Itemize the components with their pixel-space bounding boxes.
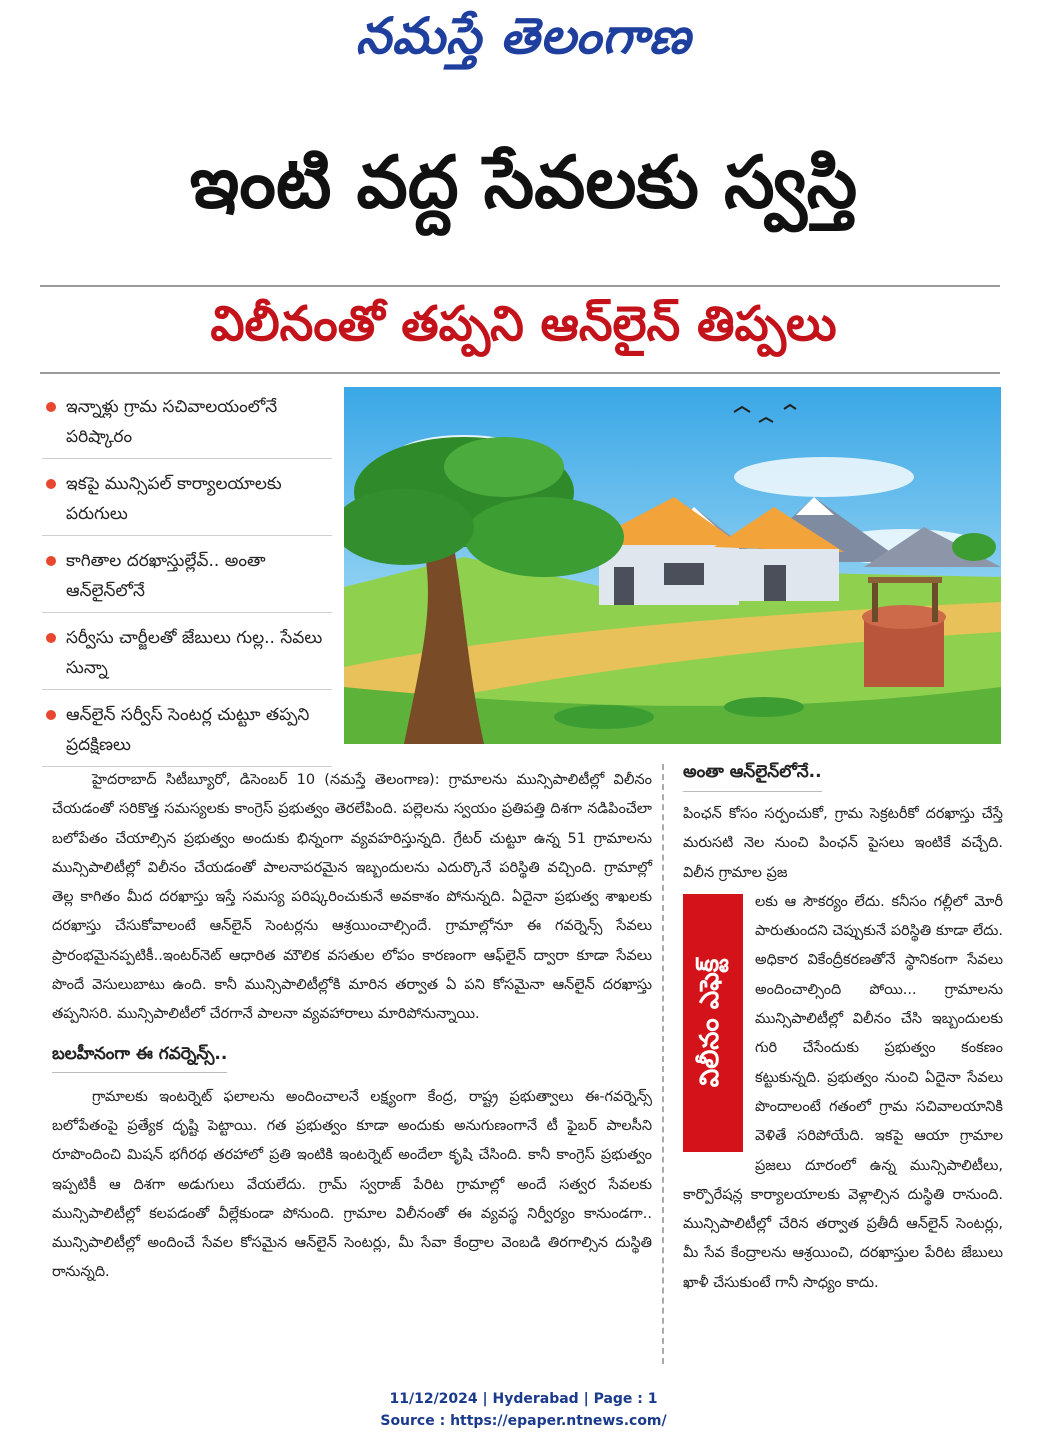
bullet-icon — [46, 556, 56, 566]
headline-rule — [40, 285, 1000, 287]
footer-date-line: 11/12/2024 | Hyderabad | Page : 1 — [389, 1391, 658, 1407]
sidebar-heading: అంతా ఆన్‌లైన్‌లోనే.. — [683, 762, 822, 792]
article-intro: హైదరాబాద్ సిటీబ్యూరో, డిసెంబర్ 10 (నమస్తే తెలంగాణ): గ్రామాలను మున్సిపాలిటీల్లో విలీనం చేయడంతో సరికొత్త సమస్యలకు కాంగ్రెస్ ప్రభుత్వం తెరలేపింది. పల్లెలను స్వయం ప్రతిపత్తి దిశగా నడిపించేలా బలోపేతం చేయాల్సిన ప్రభుత్వం అందుకు భిన్నంగా వ్యవహరిస్తున్నది. గ్రేటర్ చుట్టూ ఉన్న 51 గ్రామాలను మున్సిపాలిటీల్లో విలీనం చేయడంతో పాలనాపరమైన ఇబ్బందులను ఎదుర్కొనే పరిస్థితి వచ్చింది. గ్రామాల్లో తెల్ల కాగితం మీద దరఖాస్తు ఇస్తే సమస్య పరిష్కరించుకునే అవకాశం పోనున్నది. ఏదైనా ప్రభుత్వ శాఖలకు దరఖాస్తు చేసుకోవాలంటే ఆన్‌లైన్ సెంటర్లను ఆశ్రయించాల్సిందే. గ్రామాల్లోనూ ఈ గవర్నెన్స్ సేవలు ప్రారంభమైనప్పటికీ..ఇంటర్‌నెట్ ఆధారిత మౌలిక వసతుల లోపం కారణంగా ఆఫ్‌లైన్ ద్వారా కూడా సేవలు పొందే వెసులుబాటు ఉంది. కానీ మున్సిపాలిటీల్లోకి మారిన తర్వాత ఏ పని కోసమైనా ఆన్‌లైన్ దరఖాస్తు తప్పనిసరి. మున్సిపాలిటీలో చేరగానే పాలనా వ్యవహారాలు మారిపోనున్నాయి. — [52, 772, 652, 1023]
article-body: గ్రామాలకు ఇంటర్నెట్ ఫలాలను అందించాలనే లక్ష్యంగా కేంద్ర, రాష్ట్ర ప్రభుత్వాలు ఈ-గవర్నెన్స్ బలోపేతంపై ప్రత్యేక దృష్టి పెట్టాయి. గత ప్రభుత్వం కూడా అందుకు అనుగుణంగానే టీ ఫైబర్ పాలసీని రూపొందించి మిషన్ భగీరథ తరహాలో ప్రతి ఇంటికి ఇంటర్నెట్ అందేలా కృషి చేసింది. కానీ కాంగ్రెస్ ప్రభుత్వం ఇప్పటికీ ఆ దిశగా అడుగులు వేయలేదు. గ్రామ్ స్వరాజ్ పేరిట గ్రామాల్లో అందే సత్వర సేవలకు మున్సిపాలిటీల్లో కలపడంతో వీల్లేకుండా పోనుంది. గ్రామాల విలీనంతో ఈ వ్యవస్థ నిర్వీర్యం కానుండగా.. మున్సిపాలిటీల్లో అందించే సేవల కోసమైన ఆన్‌లైన్ సెంటర్లు, మీ సేవా కేంద్రాల వెంబడి తిరగాల్సిన దుస్థితి రానున్నది. — [52, 1088, 652, 1281]
highlight-item: ఇకపై మున్సిపల్ కార్యాలయాలకు పరుగులు — [42, 465, 332, 536]
bullet-icon — [46, 633, 56, 643]
column-divider — [662, 764, 664, 1364]
footer-source-line: Source : https://epaper.ntnews.com/ — [380, 1413, 667, 1429]
highlights-list — [42, 388, 332, 773]
bullet-icon — [46, 479, 56, 489]
highlight-item: ఆన్‌లైన్ సర్వీస్ సెంటర్ల చుట్టూ తప్పని ప్రదక్షిణలు — [42, 696, 332, 767]
sidebar-tag: విలీనం ఎఫెక్ట్ — [683, 894, 743, 1152]
bullet-icon — [46, 402, 56, 412]
highlight-item: ఇన్నాళ్లు గ్రామ సచివాలయంలోనే పరిష్కారం — [42, 388, 332, 459]
masthead: నమస్తే తెలంగాణ — [355, 6, 692, 65]
subheadline-rule — [40, 372, 1000, 374]
sidebar-text-top: పింఛన్ కోసం సర్పంచుకో, గ్రామ సెక్రటరీకో దరఖాస్తు చేస్తే మరుసటి నెల నుంచి పింఛన్ పైసలు ఇంటికే వచ్చేది. విలీన గ్రామాల ప్రజ — [683, 806, 1003, 881]
highlight-item: సర్వీసు చార్జీలతో జేబులు గుల్ల.. సేవలు సున్నా — [42, 619, 332, 690]
sidebar-flow — [683, 888, 1003, 1298]
village-illustration — [344, 387, 1001, 744]
bullet-icon — [46, 710, 56, 720]
sidebar-text-rest: లకు ఆ సౌకర్యం లేదు. కనీసం గల్లీలో మోరీ పారుతుందని చెప్పుకునే పరిస్థితి కూడా లేదు. అధికార వికేంద్రీకరణతోనే స్థానికంగా సేవలు అందించాల్సింది పోయి... గ్రామాలను మున్సిపాలిటీల్లో విలీనం చేసి ఇబ్బందులకు గురి చేసేందుకు ప్రభుత్వం కంకణం కట్టుకున్నది. ప్రభుత్వం నుంచి ఏదైనా సేవలు పొందాలంటే గతంలో గ్రామ సచివాలయానికి వెళితే సరిపోయేది. ఇకపై ఆయా గ్రామాల ప్రజలు దూరంలో ఉన్న మున్సిపాలిటీలు, కార్పొరేషన్ల కార్యాలయాలకు వెళ్లాల్సిన దుస్థితి రానుంది. మున్సిపాలిటీల్లో చేరిన తర్వాత ప్రతీదీ ఆన్‌లైన్ సెంటర్లు, మీ సేవ కేంద్రాలను ఆశ్రయించి, దరఖాస్తుల పేరిట జేబులు ఖాళీ చేసుకుంటే గానీ సాధ్యం కాదు. — [683, 893, 1003, 1291]
article-main — [52, 766, 652, 1288]
article-crosshead: బలహీనంగా ఈ గవర్నెన్స్.. — [52, 1044, 227, 1073]
sidebar-article — [683, 762, 1003, 1298]
headline: ఇంటి వద్ద సేవలకు స్వస్తి — [189, 140, 858, 224]
footer — [0, 1388, 1047, 1432]
highlight-item: కాగితాల దరఖాస్తుల్లేవ్.. అంతా ఆన్‌లైన్‌లోనే — [42, 542, 332, 613]
subheadline: విలీనంతో తప్పని ఆన్‌లైన్ తిప్పలు — [210, 296, 837, 352]
